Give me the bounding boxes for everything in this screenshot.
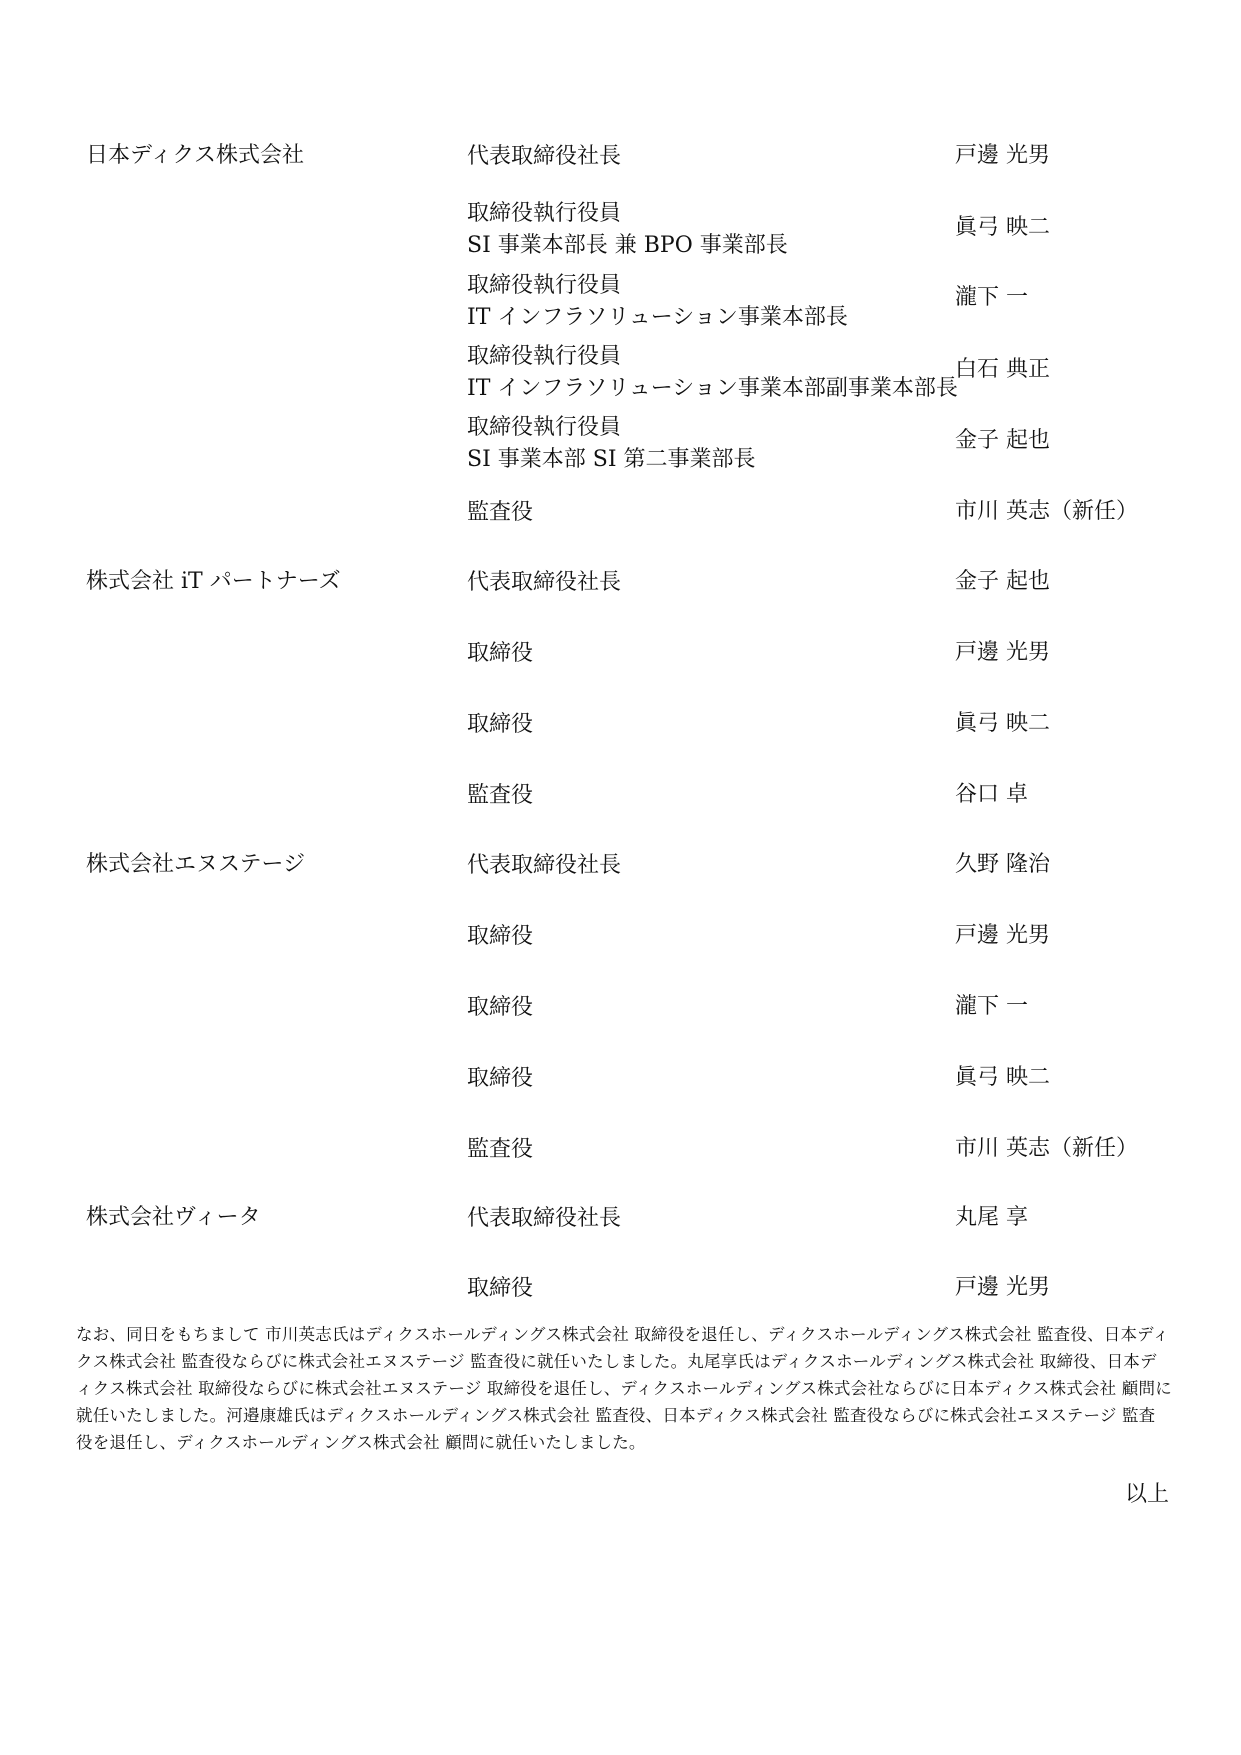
officer-name: 市川 英志（新任） — [955, 499, 1138, 524]
officer-name: 丸尾 享 — [955, 1205, 1028, 1230]
officer-title: 監査役 — [467, 1137, 534, 1162]
officer-title: 監査役 — [467, 500, 534, 525]
officer-name: 眞弓 映二 — [955, 215, 1050, 240]
officer-title: 取締役 — [467, 995, 534, 1020]
officer-name: 眞弓 映二 — [955, 1065, 1050, 1090]
officer-name: 戸邊 光男 — [955, 1275, 1050, 1300]
officer-title: 取締役執行役員 IT インフラソリューション事業本部副事業本部長 — [467, 344, 958, 401]
officer-title: 取締役 — [467, 1066, 534, 1091]
officer-name: 戸邊 光男 — [955, 640, 1050, 665]
officer-title: 代表取締役社長 — [467, 144, 622, 169]
officer-title: 監査役 — [467, 783, 534, 808]
company-name: 株式会社エヌステージ — [86, 852, 306, 877]
officer-title: 取締役 — [467, 641, 534, 666]
officer-title: 取締役執行役員 SI 事業本部 SI 第二事業部長 — [467, 415, 756, 472]
officer-name: 瀧下 一 — [955, 285, 1028, 310]
closing-mark: 以上 — [1124, 1482, 1169, 1507]
officer-title: 取締役 — [467, 1276, 534, 1301]
officer-title: 代表取締役社長 — [467, 570, 622, 595]
officer-title: 取締役執行役員 SI 事業本部長 兼 BPO 事業部長 — [467, 201, 788, 258]
officer-title: 代表取締役社長 — [467, 1206, 622, 1231]
officer-name: 瀧下 一 — [955, 994, 1028, 1019]
company-name: 日本ディクス株式会社 — [86, 143, 305, 168]
officer-name: 金子 起也 — [955, 428, 1050, 453]
officer-title: 取締役 — [467, 924, 534, 949]
officer-title: 取締役 — [467, 712, 534, 737]
officer-name: 白石 典正 — [955, 357, 1050, 382]
company-name: 株式会社 iT パートナーズ — [86, 569, 341, 594]
officer-name: 戸邊 光男 — [955, 923, 1050, 948]
officer-name: 戸邊 光男 — [955, 143, 1050, 168]
footnote-paragraph: なお、同日をもちまして 市川英志氏はディクスホールディングス株式会社 取締役を退任し、ディクスホールディングス株式会社 監査役、日本ディクス株式会社 監査役ならびに株式会社エヌステージ 監査役に就任いたしました。丸尾享氏はディクスホールディングス株式会社 取締役、日本ディクス株式会社 取締役ならびに株式会社エヌステージ 取締役を退任し、ディクスホールディングス株式会社ならびに日本ディクス株式会社 顧問に就任いたしました。河邉康雄氏はディクスホールディングス株式会社 監査役、日本ディクス株式会社 監査役ならびに株式会社エヌステージ 監査役を退任し、ディクスホールディングス株式会社 顧問に就任いたしました。 — [76, 1325, 1172, 1452]
officer-name: 眞弓 映二 — [955, 711, 1050, 736]
officer-name: 谷口 卓 — [955, 782, 1028, 807]
officer-title: 取締役執行役員 IT インフラソリューション事業本部長 — [467, 273, 848, 330]
officer-name: 金子 起也 — [955, 569, 1050, 594]
officer-name: 市川 英志（新任） — [955, 1136, 1138, 1161]
company-name: 株式会社ヴィータ — [86, 1205, 261, 1230]
officer-name: 久野 隆治 — [955, 852, 1050, 877]
officer-title: 代表取締役社長 — [467, 853, 622, 878]
